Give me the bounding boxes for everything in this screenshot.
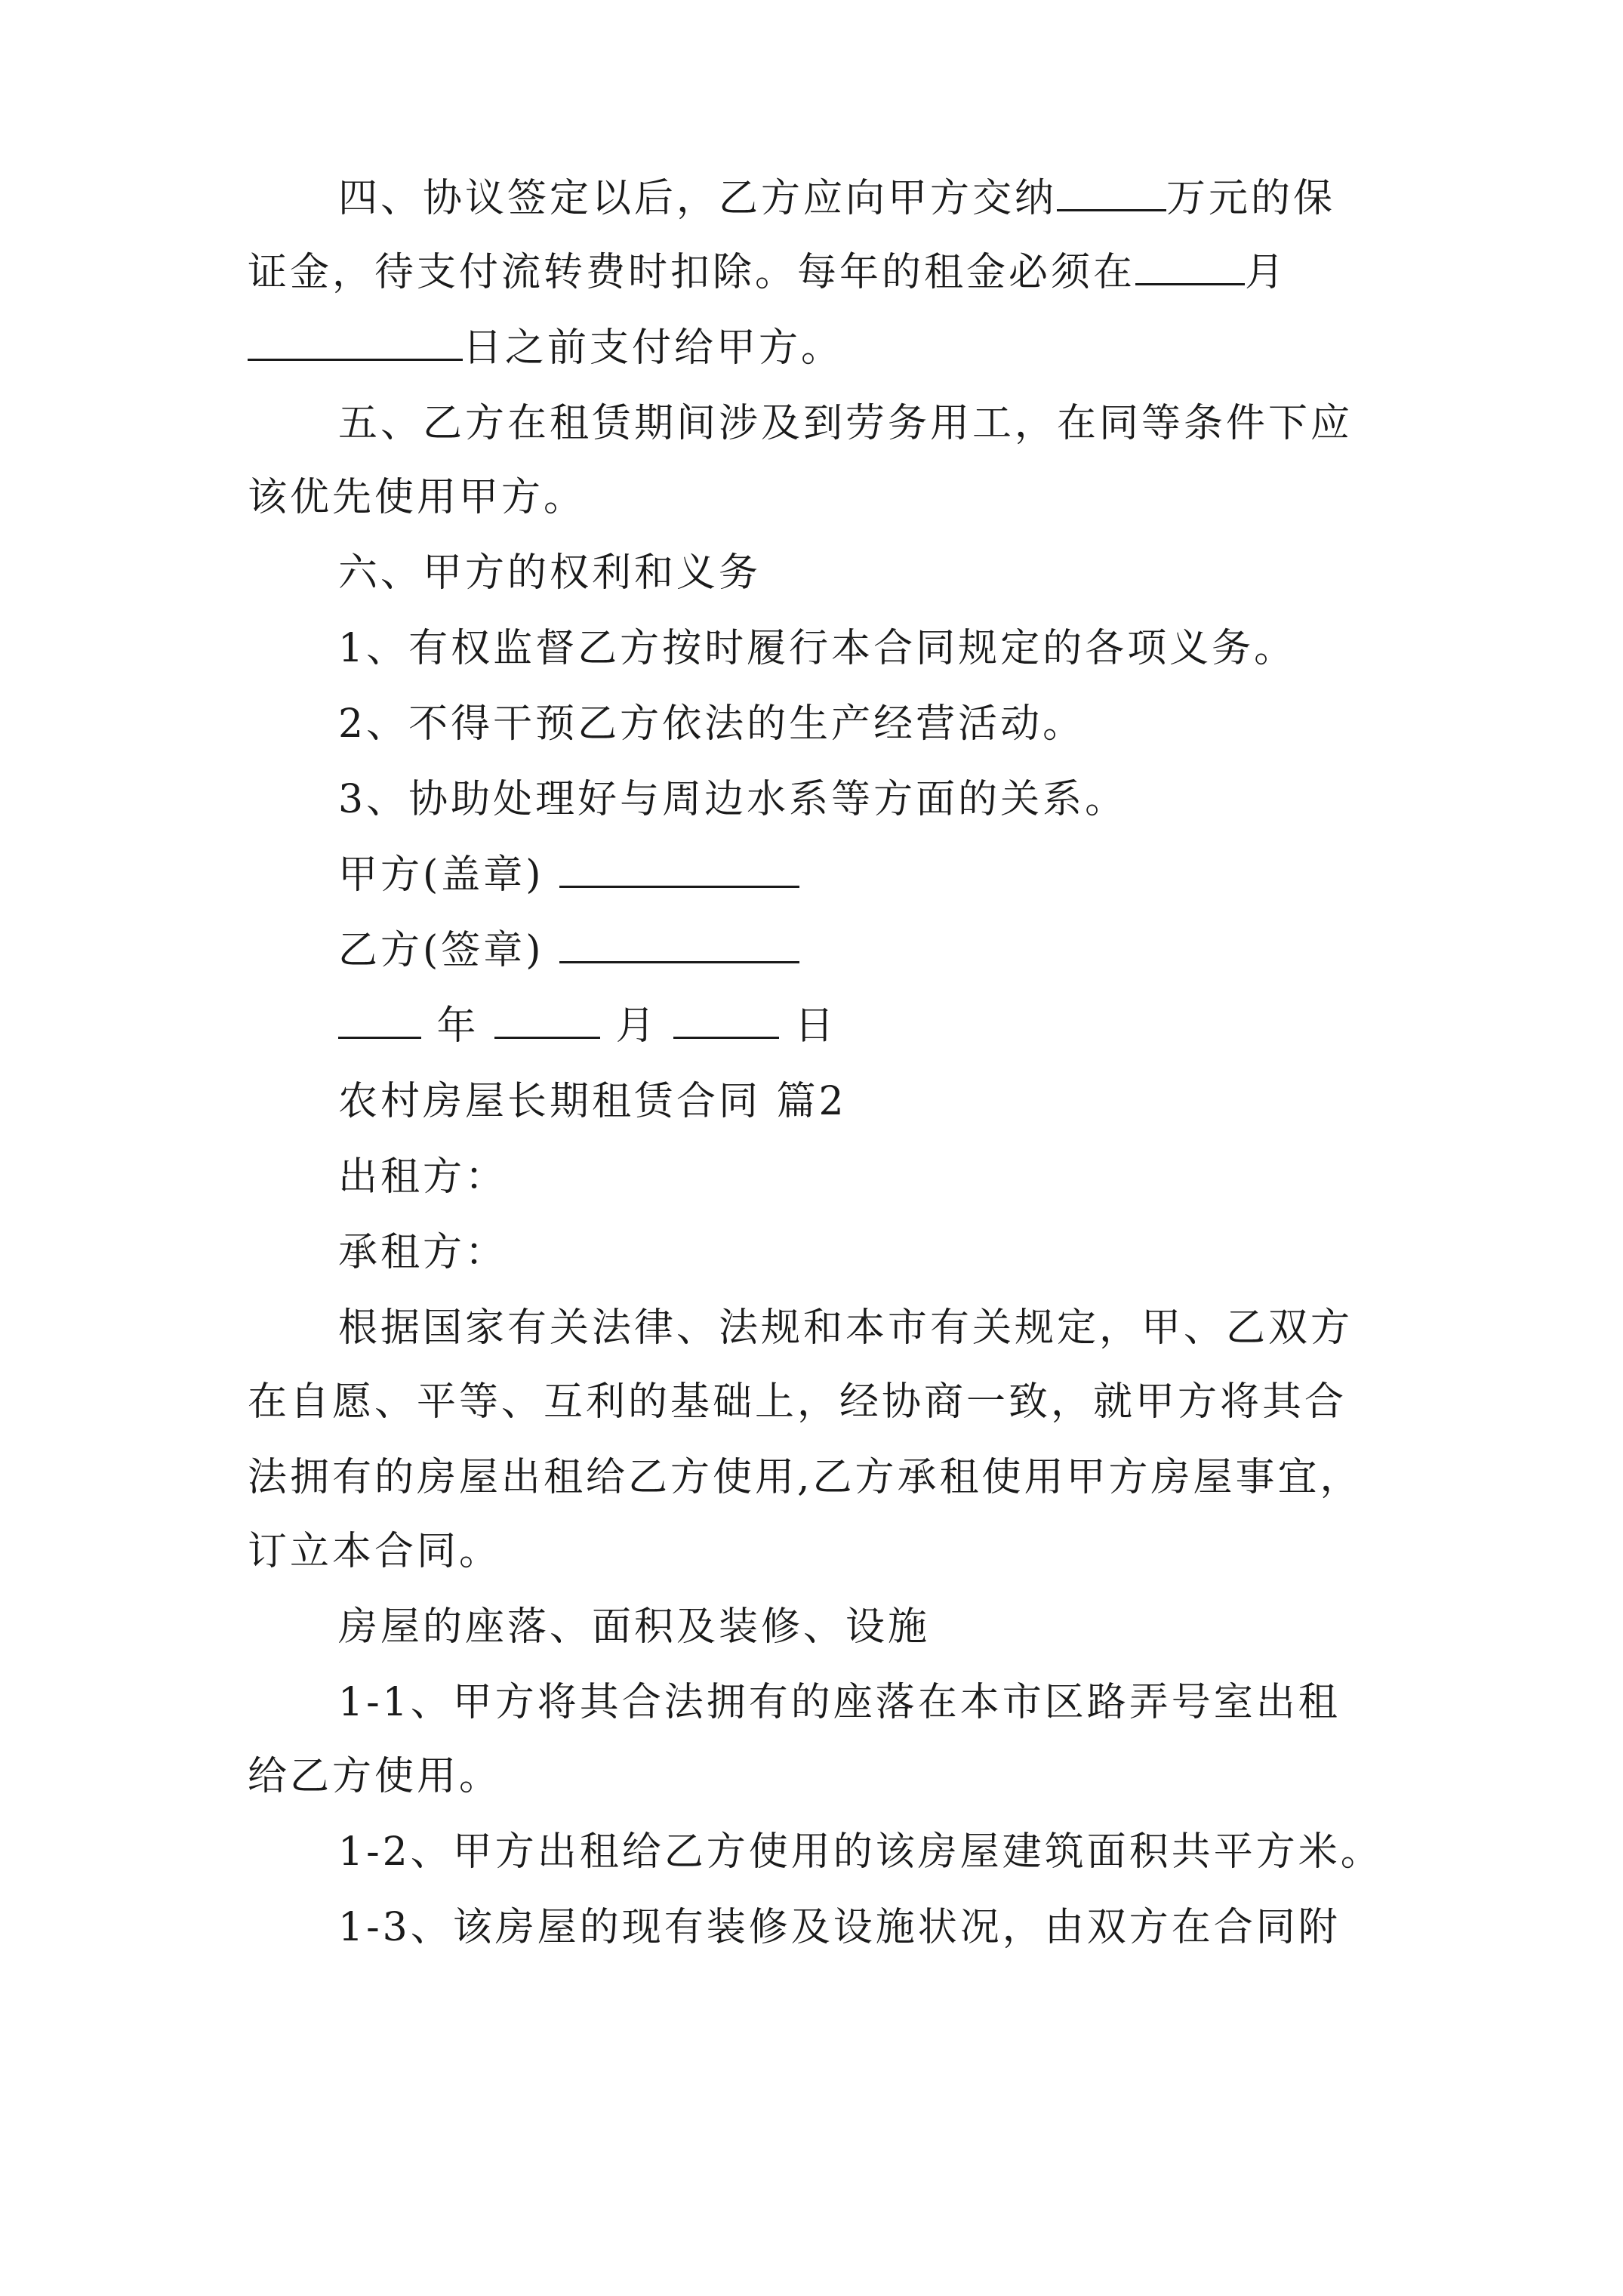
text-segment: 房屋的座落、面积及装修、设施 — [338, 1604, 931, 1650]
fill-in-blank — [559, 917, 799, 963]
text-line — [338, 1294, 1353, 1362]
text-segment: 1-3、该房屋的现有装修及设施状况，由双方在合同附 — [338, 1905, 1341, 1950]
fill-in-blank — [1135, 239, 1245, 285]
text-segment: 承租方： — [338, 1230, 508, 1275]
text-line — [338, 917, 799, 985]
fill-in-blank — [1057, 165, 1166, 211]
text-segment: 3、协助处理好与周边水系等方面的关系。 — [338, 777, 1128, 822]
text-segment: 日之前支付给甲方。 — [463, 325, 844, 371]
text-segment: 万元的保 — [1166, 176, 1336, 221]
text-line — [338, 390, 1353, 458]
text-segment: 法拥有的房屋出租给乙方使用,乙方承租使用甲方房屋事宜， — [248, 1455, 1363, 1500]
text-segment: 根据国家有关法律、法规和本市有关规定，甲、乙双方 — [338, 1305, 1354, 1351]
text-segment: 1-2、甲方出租给乙方使用的该房屋建筑面积共平方米。 — [338, 1829, 1383, 1875]
text-line — [248, 314, 843, 382]
text-segment: 证金，待支付流转费时扣除。每年的租金必须在 — [248, 250, 1136, 295]
text-line — [338, 1143, 507, 1211]
text-line — [338, 766, 1127, 834]
text-segment: 给乙方使用。 — [248, 1754, 502, 1799]
text-segment: 订立本合同。 — [248, 1529, 502, 1574]
text-line — [248, 1368, 1347, 1436]
text-line — [248, 1743, 501, 1811]
text-line — [338, 165, 1335, 233]
text-line — [248, 1444, 1363, 1512]
text-line — [248, 1518, 501, 1586]
text-segment: 月 — [1245, 250, 1288, 295]
text-line — [338, 1669, 1341, 1737]
text-segment: 月 — [600, 1003, 674, 1049]
fill-in-blank — [559, 842, 799, 888]
text-segment: 农村房屋长期租赁合同 篇2 — [338, 1079, 847, 1124]
text-line — [338, 1068, 847, 1136]
text-segment: 该优先使用甲方。 — [248, 475, 587, 520]
text-line — [338, 1593, 930, 1661]
text-segment: 日 — [779, 1003, 837, 1049]
text-segment: 四、协议签定以后，乙方应向甲方交纳 — [338, 176, 1058, 221]
text-line — [338, 1894, 1341, 1962]
text-segment: 乙方(签章) — [338, 928, 560, 973]
text-segment: 甲方(盖章) — [338, 852, 560, 898]
text-segment: 1、有权监督乙方按时履行本合同规定的各项义务。 — [338, 626, 1297, 671]
text-segment: 出租方： — [338, 1154, 508, 1200]
fill-in-blank — [494, 993, 600, 1039]
text-line — [248, 464, 586, 532]
text-segment: 五、乙方在租赁期间涉及到劳务用工，在同等条件下应 — [338, 401, 1354, 446]
text-line — [338, 615, 1296, 683]
text-line — [338, 690, 1085, 758]
text-segment: 在自愿、平等、互利的基础上，经协商一致，就甲方将其合 — [248, 1379, 1347, 1425]
text-line — [338, 1818, 1383, 1886]
text-segment: 2、不得干预乙方依法的生产经营活动。 — [338, 701, 1086, 747]
text-line — [338, 841, 799, 909]
text-line — [248, 239, 1287, 307]
text-line — [338, 539, 761, 607]
text-line — [338, 1219, 507, 1287]
fill-in-blank — [673, 993, 779, 1039]
text-segment: 年 — [421, 1003, 495, 1049]
text-segment: 1-1、甲方将其合法拥有的座落在本市区路弄号室出租 — [338, 1680, 1341, 1725]
text-line — [338, 992, 837, 1060]
fill-in-blank — [248, 315, 463, 361]
fill-in-blank — [338, 993, 421, 1039]
text-segment: 六、甲方的权利和义务 — [338, 550, 762, 596]
